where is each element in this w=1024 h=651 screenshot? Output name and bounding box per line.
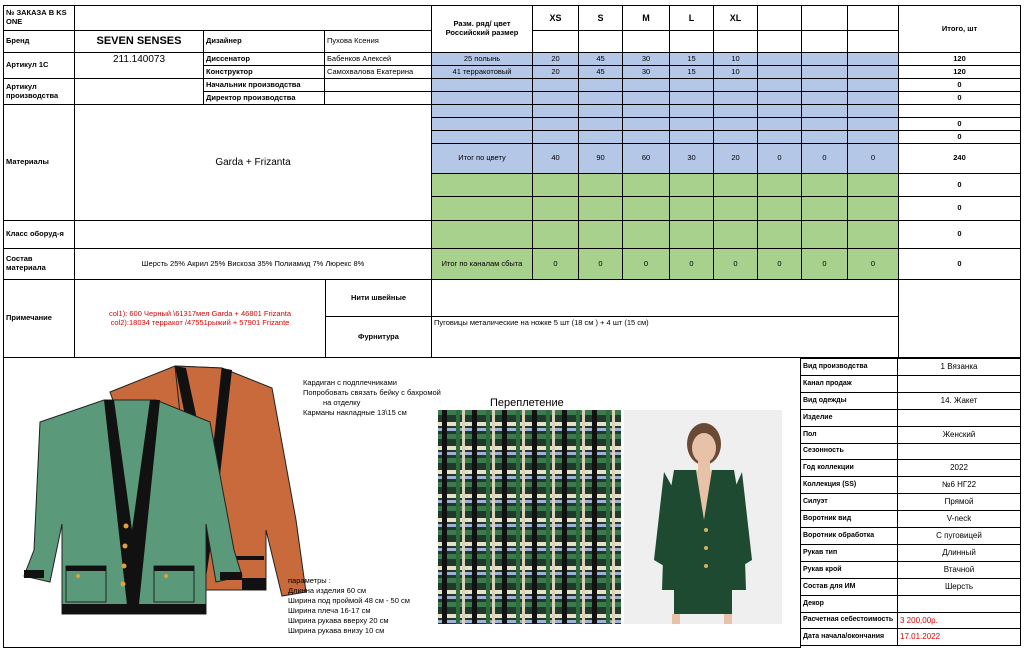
- channel-total-sum: 0: [898, 248, 1021, 280]
- spec-value: Женский: [897, 426, 1021, 444]
- spec-label: Расчетная себестоимость: [800, 612, 898, 629]
- spec-label: Вид производства: [800, 358, 898, 376]
- color-row-value: [578, 78, 623, 92]
- color-row-value: [669, 130, 714, 144]
- color-row-label: [431, 117, 533, 131]
- green-row-total: 0: [898, 196, 1021, 221]
- color-total-value: 40: [532, 143, 579, 174]
- size-subheader: [669, 30, 714, 53]
- spec-label: Воротник обработка: [800, 527, 898, 545]
- row-total: 0: [898, 91, 1021, 105]
- order-no-value: [74, 5, 432, 31]
- green-row-cell: [578, 173, 623, 197]
- spec-label: Вид одежды: [800, 392, 898, 410]
- color-row-value: [669, 91, 714, 105]
- color-row-value: [622, 117, 670, 131]
- color-total-value: 20: [713, 143, 758, 174]
- size-label: [847, 5, 899, 31]
- color-row-value: 45: [578, 52, 623, 66]
- green-row-cell: [757, 220, 802, 249]
- color-row-value: 15: [669, 52, 714, 66]
- spec-value: №6 НГ22: [897, 476, 1021, 494]
- color-total-value: 30: [669, 143, 714, 174]
- channel-total-value: 0: [801, 248, 848, 280]
- green-row-cell: [431, 220, 533, 249]
- color-row-label: [431, 130, 533, 144]
- fittings-value: Пуговицы металические на ножке 5 шт (18 см ) + 4 шт (15 см): [431, 316, 899, 358]
- color-row-value: [532, 91, 579, 105]
- color-row-label: 25 полынь: [431, 52, 533, 66]
- order-no-label: № ЗАКАЗА В KS ONE: [3, 5, 75, 31]
- green-row-cell: [801, 173, 848, 197]
- color-row-value: [532, 130, 579, 144]
- color-row-value: [801, 78, 848, 92]
- spec-value: [897, 375, 1021, 393]
- spec-label: Сезонность: [800, 443, 898, 460]
- channel-total-value: 0: [757, 248, 802, 280]
- spec-value: 14. Жакет: [897, 392, 1021, 410]
- green-row-total: 0: [898, 220, 1021, 249]
- green-row-cell: [713, 196, 758, 221]
- materials-label: Материалы: [3, 104, 75, 221]
- spec-label: Декор: [800, 595, 898, 613]
- total-header: Итого, шт: [898, 5, 1021, 53]
- channel-total-value: 0: [578, 248, 623, 280]
- green-row-cell: [431, 173, 533, 197]
- spec-label: Дата начала/окончания: [800, 628, 898, 646]
- color-row-value: 45: [578, 65, 623, 79]
- spec-value: Прямой: [897, 493, 1021, 511]
- green-row-cell: [622, 220, 670, 249]
- spec-label: Год коллекции: [800, 459, 898, 477]
- green-row-cell: [757, 173, 802, 197]
- spec-value: V-neck: [897, 510, 1021, 528]
- color-row-value: [622, 78, 670, 92]
- equip-label: Класс оборуд-я: [3, 220, 75, 249]
- color-row-value: [713, 78, 758, 92]
- note-line-1: col1): 600 Черный \61317мел Garda + 46801 Frizanta: [108, 308, 292, 318]
- sketch-notes: [303, 378, 441, 418]
- color-row-value: [847, 130, 899, 144]
- color-row-value: [578, 91, 623, 105]
- color-row-value: [847, 52, 899, 66]
- color-row-value: [847, 78, 899, 92]
- color-row-value: [801, 104, 848, 118]
- color-total-value: 90: [578, 143, 623, 174]
- green-row-cell: [801, 196, 848, 221]
- param-line: Ширина плеча 16-17 см: [288, 606, 371, 615]
- color-row-value: [801, 117, 848, 131]
- color-row-value: [847, 91, 899, 105]
- row-total: [898, 104, 1021, 118]
- fittings-label: Фурнитура: [325, 316, 432, 358]
- color-row-value: [532, 104, 579, 118]
- size-subheader: [757, 30, 802, 53]
- spec-label: Изделие: [800, 409, 898, 427]
- row-total: 0: [898, 117, 1021, 131]
- color-row-value: [757, 78, 802, 92]
- green-row-cell: [622, 173, 670, 197]
- spec-label: Воротник вид: [800, 510, 898, 528]
- green-row-cell: [532, 196, 579, 221]
- color-row-value: 15: [669, 65, 714, 79]
- channel-total-value: 0: [847, 248, 899, 280]
- composition-value: Шерсть 25% Акрил 25% Вискоза 35% Полиамид 7% Люрекс 8%: [74, 248, 432, 280]
- article-value: 211.140073: [74, 52, 204, 79]
- color-row-value: [757, 65, 802, 79]
- color-row-value: [757, 91, 802, 105]
- size-header: Разм. ряд/ цвет Российский размер: [431, 5, 533, 53]
- constructor-value: Самохвалова Екатерина: [324, 65, 432, 79]
- size-label: M: [622, 5, 670, 31]
- sketch-note: Попробовать связать бейку с бахромой: [303, 388, 441, 397]
- green-row-cell: [713, 173, 758, 197]
- color-row-value: [847, 117, 899, 131]
- materials-value: Garda + Frizanta: [74, 104, 432, 221]
- size-label: S: [578, 5, 623, 31]
- color-row-value: 20: [532, 52, 579, 66]
- green-row-cell: [847, 196, 899, 221]
- spec-value: 3 200,00р.: [897, 612, 1021, 629]
- color-row-value: [669, 117, 714, 131]
- head-prod-value: [324, 78, 432, 92]
- size-subheader: [578, 30, 623, 53]
- green-row-cell: [713, 220, 758, 249]
- color-row-value: 30: [622, 65, 670, 79]
- channel-total-value: 0: [713, 248, 758, 280]
- row-total: 0: [898, 130, 1021, 144]
- param-line: Длинна изделия 60 см: [288, 586, 366, 595]
- color-row-value: [622, 91, 670, 105]
- color-row-value: [669, 78, 714, 92]
- color-row-value: [847, 104, 899, 118]
- green-row-cell: [532, 173, 579, 197]
- color-row-value: 10: [713, 52, 758, 66]
- row-total: 120: [898, 52, 1021, 66]
- green-row-cell: [669, 196, 714, 221]
- color-row-value: 20: [532, 65, 579, 79]
- spec-label: Рукав крой: [800, 561, 898, 579]
- size-subheader: [622, 30, 670, 53]
- spec-value: Втачной: [897, 561, 1021, 579]
- color-row-value: [801, 130, 848, 144]
- director-value: [324, 91, 432, 105]
- model-photo: [624, 410, 782, 624]
- color-row-value: [801, 52, 848, 66]
- color-row-value: [532, 117, 579, 131]
- color-total-label: Итог по цвету: [431, 143, 533, 174]
- brand-value: SEVEN SENSES: [74, 30, 204, 53]
- brand-label: Бренд: [3, 30, 75, 53]
- color-row-value: [757, 117, 802, 131]
- size-subheader: [801, 30, 848, 53]
- channel-total-value: 0: [622, 248, 670, 280]
- sketch-note: Кардиган с подплечниками: [303, 378, 397, 387]
- prod-article-label: Артикул производства: [3, 78, 75, 105]
- channel-total-value: 0: [532, 248, 579, 280]
- prod-article-value: [74, 78, 204, 105]
- color-row-value: [801, 91, 848, 105]
- green-row-cell: [669, 220, 714, 249]
- color-row-label: [431, 91, 533, 105]
- green-row-cell: [847, 173, 899, 197]
- note-right-empty: [898, 279, 1021, 358]
- color-row-value: [578, 104, 623, 118]
- spec-label: Рукав тип: [800, 544, 898, 562]
- color-row-value: [578, 117, 623, 131]
- designer-label: Дизайнер: [203, 30, 325, 53]
- constructor-label: Конструктор: [203, 65, 325, 79]
- color-row-value: [713, 117, 758, 131]
- spec-label: Коллекция (SS): [800, 476, 898, 494]
- green-row-cell: [578, 220, 623, 249]
- equip-value: [74, 220, 432, 249]
- note-label: Примечание: [3, 279, 75, 358]
- sketch-params: [288, 576, 410, 636]
- spec-label: Силуэт: [800, 493, 898, 511]
- spec-label: Пол: [800, 426, 898, 444]
- designer-value: Пухова Ксения: [324, 30, 432, 53]
- color-row-value: [669, 104, 714, 118]
- green-row-cell: [757, 196, 802, 221]
- param-line: Ширина рукава вверху 20 см: [288, 616, 389, 625]
- channel-total-value: 0: [669, 248, 714, 280]
- spec-value: [897, 443, 1021, 460]
- spec-value: 1 Вязанка: [897, 358, 1021, 376]
- color-row-label: [431, 104, 533, 118]
- head-prod-label: Начальник производства: [203, 78, 325, 92]
- dissenator-value: Бабенков Алексей: [324, 52, 432, 66]
- color-total-value: 0: [847, 143, 899, 174]
- param-line: Ширина рукава внизу 10 см: [288, 626, 385, 635]
- color-row-value: 10: [713, 65, 758, 79]
- spec-value: Длинный: [897, 544, 1021, 562]
- color-row-value: [713, 130, 758, 144]
- color-row-label: [431, 78, 533, 92]
- row-total: 120: [898, 65, 1021, 79]
- green-row-cell: [431, 196, 533, 221]
- color-row-value: [847, 65, 899, 79]
- spec-value: [897, 595, 1021, 613]
- spec-value: 17.01.2022: [897, 628, 1021, 646]
- green-row-cell: [801, 220, 848, 249]
- spec-label: Состав для ИМ: [800, 578, 898, 596]
- article-label: Артикул 1С: [3, 52, 75, 79]
- spec-label: Канал продаж: [800, 375, 898, 393]
- color-total-value: 0: [757, 143, 802, 174]
- color-row-value: [622, 104, 670, 118]
- threads-value: [431, 279, 899, 317]
- size-subheader: [847, 30, 899, 53]
- param-line: Ширина под проймой 48 см - 50 см: [288, 596, 410, 605]
- color-row-value: [532, 78, 579, 92]
- color-row-value: [578, 130, 623, 144]
- color-row-value: 30: [622, 52, 670, 66]
- spec-value: Шерсть: [897, 578, 1021, 596]
- dissenator-label: Диссенатор: [203, 52, 325, 66]
- row-total: 0: [898, 78, 1021, 92]
- color-row-value: [622, 130, 670, 144]
- director-label: Директор производства: [203, 91, 325, 105]
- param-line: параметры :: [288, 576, 331, 585]
- green-row-cell: [578, 196, 623, 221]
- green-row-cell: [622, 196, 670, 221]
- spec-value: 2022: [897, 459, 1021, 477]
- note-line-2: col2):18034 терракот /47551рыжий + 57901 Frizante: [110, 317, 290, 327]
- threads-label: Нити швейные: [325, 279, 432, 317]
- green-row-cell: [532, 220, 579, 249]
- color-total-value: 60: [622, 143, 670, 174]
- channel-total-label: Итог по каналам сбыта: [431, 248, 533, 280]
- size-label: [757, 5, 802, 31]
- color-row-value: [757, 52, 802, 66]
- sketch-note: Карманы накладные 13\15 см: [303, 408, 407, 417]
- size-subheader: [713, 30, 758, 53]
- color-row-value: [757, 104, 802, 118]
- size-label: L: [669, 5, 714, 31]
- color-total-sum: 240: [898, 143, 1021, 174]
- color-row-value: [713, 91, 758, 105]
- size-subheader: [532, 30, 579, 53]
- green-row-total: 0: [898, 173, 1021, 197]
- size-label: XS: [532, 5, 579, 31]
- color-row-value: [713, 104, 758, 118]
- note-value: [74, 279, 326, 358]
- green-row-cell: [847, 220, 899, 249]
- composition-label: Состав материала: [3, 248, 75, 280]
- color-row-value: [801, 65, 848, 79]
- weave-image: [438, 410, 621, 624]
- color-row-label: 41 терракотовый: [431, 65, 533, 79]
- green-row-cell: [669, 173, 714, 197]
- spec-value: С пуговицей: [897, 527, 1021, 545]
- weave-title: Переплетение: [490, 397, 564, 409]
- sketch-note: на отделку: [323, 398, 361, 407]
- size-label: XL: [713, 5, 758, 31]
- color-total-value: 0: [801, 143, 848, 174]
- color-row-value: [757, 130, 802, 144]
- spec-value: [897, 409, 1021, 427]
- size-label: [801, 5, 848, 31]
